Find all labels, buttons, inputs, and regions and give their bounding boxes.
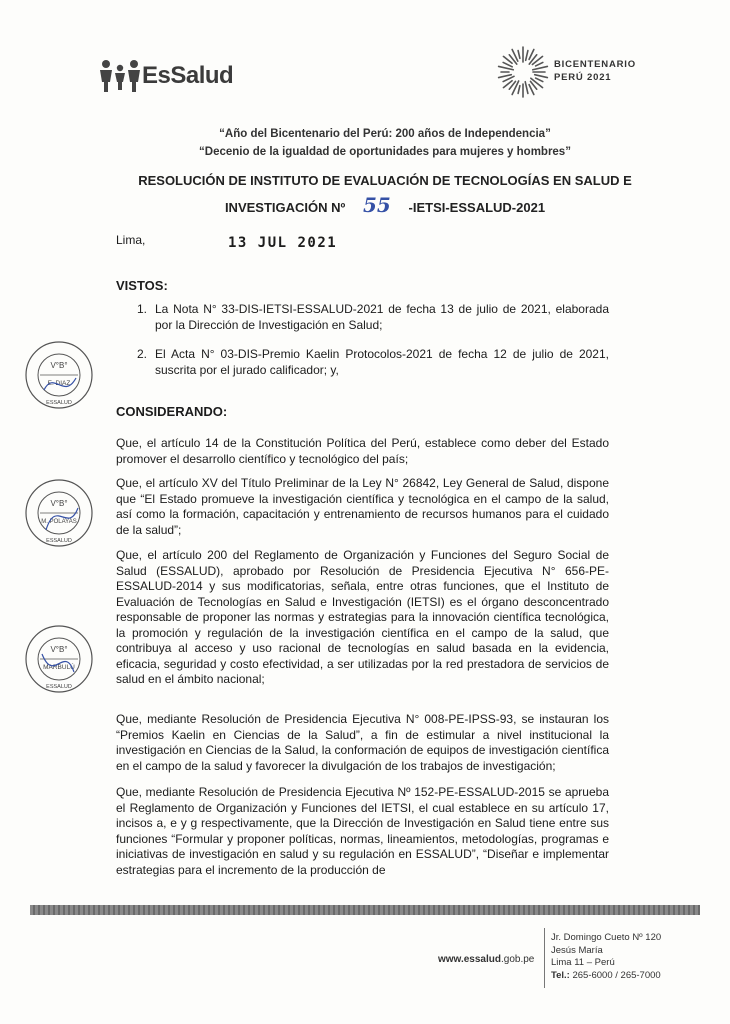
logo-wordmark: EsSalud — [142, 62, 234, 89]
date-stamp: 13 JUL 2021 — [228, 235, 338, 251]
footer-divider-bar — [30, 905, 700, 915]
footer-address-line: Lima 11 – Perú — [551, 957, 615, 968]
stamp-name: MARBULÚ — [43, 664, 75, 671]
stamp-label: V°B° — [50, 499, 68, 508]
title-suffix: -IETSI-ESSALUD-2021 — [408, 200, 546, 215]
resolution-title-line-1: RESOLUCIÓN DE INSTITUTO DE EVALUACIÓN DE TECNOLOGÍAS EN SALUD E — [138, 173, 632, 188]
stamp-name: M. POLAYAS — [41, 519, 77, 525]
considerando-paragraph-2: Que, el artículo XV del Título Preliminar de la Ley N° 26842, Ley General de Salud, dispone que “El Estado promueve la investigación científica y tecnológica en el campo de la salud, así como la formación, capacitación y entrenamiento de recursos humanos para el cuidado de la salud”; — [116, 476, 609, 537]
vistos-item-text: La Nota N° 33-DIS-IETSI-ESSALUD-2021 de fecha 13 de julio de 2021, elaborada por la Dirección de Investigación en Salud; — [155, 302, 609, 332]
bicentenario-line1: BICENTENARIO — [554, 59, 636, 70]
stamp-bottom: ESSALUD — [46, 538, 72, 544]
essalud-logo — [98, 58, 258, 98]
handwritten-number: 55 — [362, 193, 391, 217]
place: Lima, — [116, 233, 146, 247]
footer-phone-label: Tel.: — [551, 969, 570, 981]
stamp-label: V°B° — [50, 361, 68, 370]
approval-stamp — [24, 340, 94, 410]
vistos-item-number: 1. — [137, 302, 148, 316]
footer-website-rest: .gob.pe — [500, 954, 535, 965]
approval-stamp — [24, 478, 94, 548]
considerando-heading: CONSIDERANDO: — [116, 404, 228, 419]
stamp-bottom: ESSALUD — [46, 684, 72, 690]
vistos-item-2 — [137, 347, 609, 378]
footer-address — [551, 932, 661, 982]
stamp-label: V°B° — [50, 645, 68, 654]
footer-separator — [544, 928, 545, 988]
bicentenario-logo — [496, 45, 646, 100]
vistos-item-number: 2. — [137, 347, 148, 361]
motto-line-1: “Año del Bicentenario del Perú: 200 años de Independencia” — [219, 128, 551, 140]
vistos-item-1 — [137, 302, 609, 333]
stamp-bottom: ESSALUD — [46, 400, 72, 406]
footer-phone-value: 265-6000 / 265-7000 — [569, 969, 661, 981]
footer-address-line: Jesús María — [551, 944, 603, 956]
stamp-name: E. DIAZ — [47, 380, 71, 387]
title-prefix: INVESTIGACIÓN Nº — [224, 200, 346, 215]
considerando-paragraph-1: Que, el artículo 14 de la Constitución Política del Perú, establece como deber del Estado promover el desarrollo científico y tecnológico del país; — [116, 436, 609, 466]
motto-line-2: “Decenio de la igualdad de oportunidades para mujeres y hombres” — [199, 146, 571, 158]
family-icon — [98, 58, 142, 94]
considerando-paragraph-3: Que, el artículo 200 del Reglamento de Organización y Funciones del Seguro Social de Salud (ESSALUD), aprobado por Resolución de Presidencia Ejecutiva N° 656-PE-ESSALUD-2014 y sus modificatorias, señala, entre otras funciones, que el Instituto de Evaluación de Tecnologías en Salud e Investigación (IETSI) es el órgano desconcentrado responsable de proponer las normas y estrategias para la innovación científica tecnológica, la promoción y regulación de la investigación científica en el campo de la salud, que contribuya al acceso y uso racional de tecnologías en salud basada en la evidencia, eficacia, seguridad y costo efectividad, a ser utilizadas por la red prestadora de servicios de salud en el ámbito nacional; — [116, 548, 609, 686]
bicentenario-line2: PERÚ 2021 — [554, 72, 612, 83]
approval-stamp — [24, 624, 94, 694]
resolution-title-line-2 — [90, 193, 680, 217]
bicentenario-sunburst-icon — [496, 45, 551, 100]
considerando-paragraph-4: Que, mediante Resolución de Presidencia Ejecutiva N° 008-PE-IPSS-93, se instauran los “Premios Kaelin en Ciencias de la Salud”, a fin de estimular a nivel institucional la investigación en Ciencias de la Salud, la conformación de equipos de investigación científica en el campo de la salud y favorecer la divulgación de los trabajos de investigación; — [116, 712, 609, 773]
footer-phone — [551, 970, 661, 983]
footer-website-bold: www.essalud — [438, 954, 501, 965]
considerando-paragraph-5: Que, mediante Resolución de Presidencia Ejecutiva Nº 152-PE-ESSALUD-2015 se aprueba el Reglamento de Organización y Funciones del IETSI, el cual establece en su artículo 17, incisos a, e y g respectivamente, que la Dirección de Investigación en Salud tiene entre sus funciones “Formular y proponer políticas, normas, lineamientos, metodologías, programas e iniciativas de investigación en salud y su regulación en ESSALUD”, “Diseñar e implementar estrategias para el incremento de la producción de — [116, 785, 609, 877]
vistos-item-text: El Acta N° 03-DIS-Premio Kaelin Protocolos-2021 de fecha 12 de julio de 2021, suscrita por el jurado calificador; y, — [155, 347, 609, 377]
vistos-heading: VISTOS: — [116, 278, 168, 293]
footer-address-line: Jr. Domingo Cueto Nº 120 — [551, 932, 662, 943]
footer-website — [438, 954, 534, 965]
